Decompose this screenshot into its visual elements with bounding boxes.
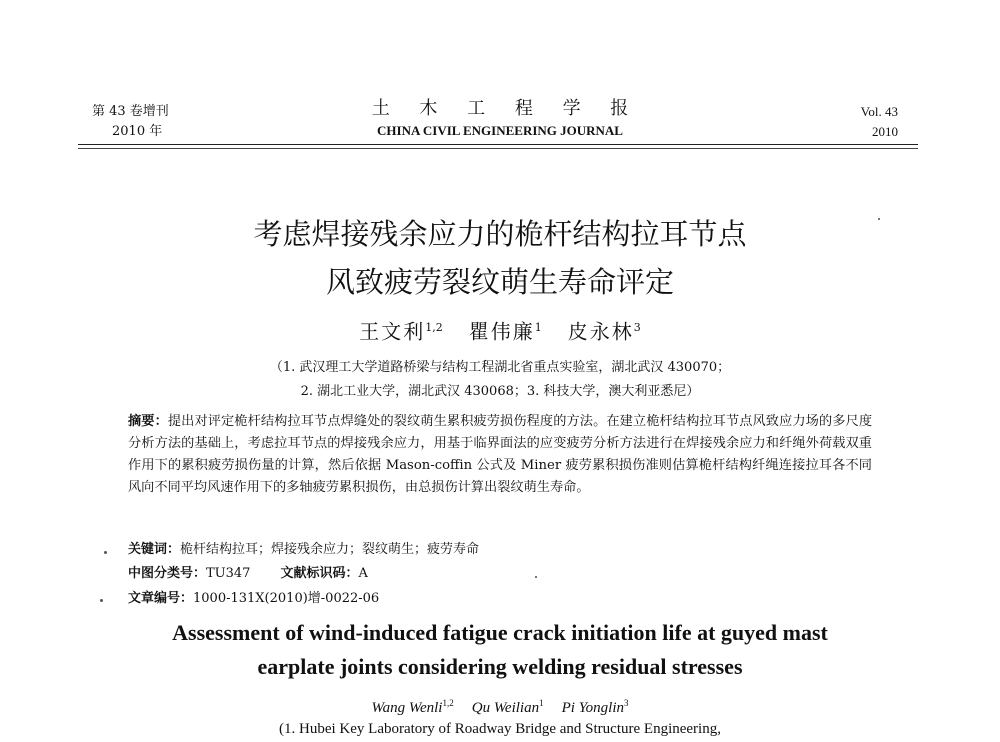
header-rule-thin xyxy=(78,148,918,149)
header-volume-en: Vol. 43 xyxy=(860,104,898,119)
margin-dot xyxy=(104,551,107,554)
title-cn-line1: 考虑焊接残余应力的桅杆结构拉耳节点 xyxy=(253,217,747,251)
header-year-en: 2010 xyxy=(872,124,898,139)
affiliation-cn-line2: 2. 湖北工业大学，湖北武汉 430068；3. 科技大学，澳大利亚悉尼） xyxy=(300,384,700,399)
header-rule-thick xyxy=(78,144,918,145)
scan-speck xyxy=(535,576,537,578)
classification-label: 中图分类号： xyxy=(128,566,207,581)
author-en-sup: 1,2 xyxy=(442,698,454,708)
abstract-label: 摘要： xyxy=(128,414,168,429)
author-en-name: Qu Weilian xyxy=(471,700,540,716)
document-code-label: 文献标识码： xyxy=(280,566,359,581)
journal-masthead xyxy=(300,97,700,141)
abstract-text: 提出对评定桅杆结构拉耳节点焊缝处的裂纹萌生累积疲劳损伤程度的方法。在建立桅杆结构拉耳节点风致应力场的多尺度分析方法的基础上，考虑拉耳节点的焊接残余应力，用基于临界面法的应变疲劳分析方法进行在焊接残余应力和纤绳外荷载双重作用下的累积疲劳损伤量的计算，然后依据 Mason-coffin 公式及 Miner 疲劳累积损伤准则估算桅杆结构纤绳连接拉耳各不同风向不同平均风速作用下的多轴疲劳累积损伤，由总损伤计算出裂纹萌生寿命。 xyxy=(128,414,873,495)
document-code-value: A xyxy=(358,566,368,581)
author-en-sup: 3 xyxy=(624,698,629,708)
article-number-value: 1000-131X(2010)增-0022-06 xyxy=(193,591,380,606)
author-en-name: Wang Wenli xyxy=(371,700,443,716)
author-en-sup: 1 xyxy=(539,698,544,708)
author-cn-sup: 1 xyxy=(534,321,542,334)
abstract-cn xyxy=(128,411,872,499)
affiliation-cn-line1: （1. 武汉理工大学道路桥梁与结构工程湖北省重点实验室，湖北武汉 430070； xyxy=(269,360,731,375)
header-volume-cn: 第 43 卷增刊 xyxy=(92,104,169,119)
title-en-line1: Assessment of wind-induced fatigue crack initiation life at guyed mast xyxy=(172,620,828,645)
author-cn-sup: 1,2 xyxy=(425,321,443,334)
classification-value: TU347 xyxy=(206,566,251,581)
author-cn-name: 瞿伟廉 xyxy=(468,319,535,344)
keywords-label: 关键词： xyxy=(128,542,181,557)
journal-name-en: CHINA CIVIL ENGINEERING JOURNAL xyxy=(377,123,623,138)
authors-cn xyxy=(300,314,700,346)
article-number-line xyxy=(128,589,379,609)
header-issue-info xyxy=(92,102,169,142)
author-en-name: Pi Yonglin xyxy=(561,700,624,716)
affiliation-en-line1: (1. Hubei Key Laboratory of Roadway Bridge and Structure Engineering, xyxy=(279,721,721,737)
author-cn-name: 皮永林 xyxy=(567,319,634,344)
header-volume-info xyxy=(861,102,898,142)
author-cn-sup: 3 xyxy=(633,321,641,334)
authors-en xyxy=(300,693,700,718)
article-number-label: 文章编号： xyxy=(128,591,194,606)
header-year-cn: 2010 年 xyxy=(112,124,163,139)
keywords-text: 桅杆结构拉耳；焊接残余应力；裂纹萌生；疲劳寿命 xyxy=(180,542,480,557)
journal-name-cn: 土 木 工 程 学 报 xyxy=(371,98,641,119)
title-en-line2: earplate joints considering welding residual stresses xyxy=(257,654,743,679)
margin-dot xyxy=(100,599,103,602)
scan-speck xyxy=(878,218,880,220)
classification-line xyxy=(128,564,368,584)
author-cn-name: 王文利 xyxy=(359,319,426,344)
keywords-line xyxy=(128,540,479,560)
title-cn-line2: 风致疲劳裂纹萌生寿命评定 xyxy=(325,265,674,299)
